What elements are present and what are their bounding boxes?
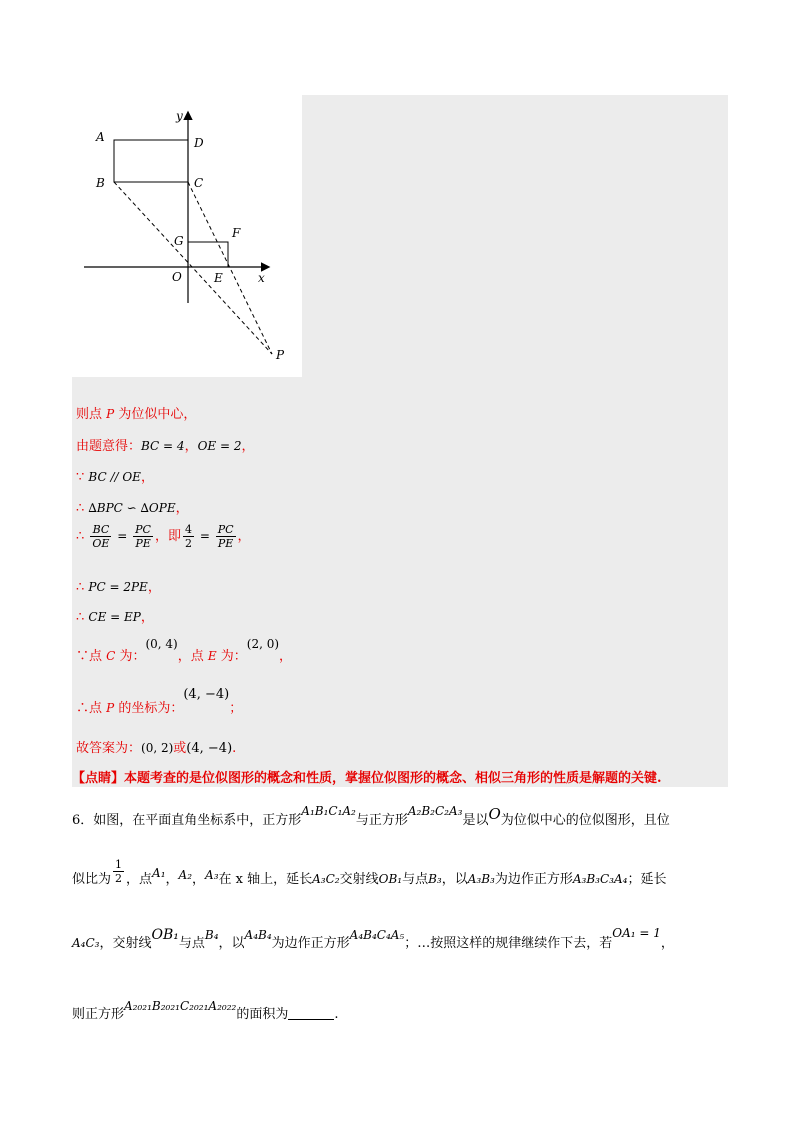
label-d: D xyxy=(194,136,204,150)
text: ∵点 xyxy=(76,649,107,664)
text: 与正方形 xyxy=(355,813,408,828)
math: A₂ xyxy=(178,868,193,882)
text: 为位似中心的位似图形，且位 xyxy=(500,813,670,828)
text: 为： xyxy=(216,649,247,664)
text: ， xyxy=(279,649,293,664)
denominator: PE xyxy=(217,537,234,550)
solution-line-3 xyxy=(76,466,154,485)
dashed-line-cp xyxy=(188,182,272,354)
question-line-2 xyxy=(72,858,667,893)
label-e: E xyxy=(214,271,223,285)
math: A₄B₄C₄A₅ xyxy=(349,928,405,942)
text: ， xyxy=(147,580,161,595)
math: A₂B₂C₂A₃ xyxy=(407,804,463,818)
therefore-symbol: ∴ xyxy=(76,610,89,625)
math: PC = 2PE xyxy=(88,580,148,594)
figure-svg xyxy=(72,95,302,377)
numerator: 4 xyxy=(185,523,192,536)
dashed-line-bp xyxy=(114,182,272,354)
fraction xyxy=(133,523,153,550)
key-point-note: 【点睛】本题考查的是位似图形的概念和性质，掌握位似图形的概念、相似三角形的性质是解题的关键. xyxy=(72,771,662,786)
label-p: P xyxy=(276,348,285,362)
label-o: O xyxy=(172,270,182,284)
math: C xyxy=(106,649,116,663)
denominator: OE xyxy=(92,537,110,550)
rectangle-gfeo xyxy=(188,242,228,267)
math: A₂₀₂₁B₂₀₂₁C₂₀₂₁A₂₀₂₂ xyxy=(124,999,237,1013)
because-symbol: ∵ xyxy=(76,470,89,485)
text: . xyxy=(232,741,237,756)
text: 交射线 xyxy=(339,872,379,887)
text: ，点 xyxy=(177,649,208,664)
text: ；延长 xyxy=(627,872,667,887)
label-f: F xyxy=(232,226,241,240)
denominator: PE xyxy=(135,537,151,550)
math: OE = 2 xyxy=(197,439,242,453)
math: BC = 4 xyxy=(141,439,185,453)
solution-line-6 xyxy=(76,576,161,595)
fraction xyxy=(113,858,124,885)
solution-line-1 xyxy=(76,403,196,422)
text: 为位似中心， xyxy=(114,407,197,422)
text: 或 xyxy=(173,741,187,756)
math: CE = EP xyxy=(88,610,141,624)
text: 的面积为 xyxy=(236,1007,289,1022)
label-c: C xyxy=(194,176,204,190)
text: 为边作正方形 xyxy=(494,872,573,887)
text: ， xyxy=(140,610,154,625)
question-line-1 xyxy=(72,804,670,828)
solution-line-9 xyxy=(76,687,243,716)
label-b: B xyxy=(96,176,105,190)
text: ，点 xyxy=(126,872,153,887)
math: OB₁ xyxy=(151,927,179,943)
math: A₄C₃ xyxy=(72,936,100,950)
math: P xyxy=(106,701,115,715)
denominator: 2 xyxy=(185,537,192,550)
label-g: G xyxy=(174,234,184,248)
math: OB₁ xyxy=(378,872,403,886)
question-line-3 xyxy=(72,926,674,951)
math: = xyxy=(196,529,214,543)
text: 与点 xyxy=(178,936,205,951)
numerator: 1 xyxy=(115,858,123,871)
text: 与点 xyxy=(402,872,429,887)
fraction xyxy=(216,523,236,550)
solution-line-2 xyxy=(76,435,255,454)
numerator: BC xyxy=(90,523,111,537)
math: (0, 2) xyxy=(141,741,174,755)
math: ∆BPC ∽ ∆OPE xyxy=(88,501,176,515)
text: ，以 xyxy=(441,872,468,887)
solution-line-10 xyxy=(76,737,236,756)
rectangle-abcd xyxy=(114,140,188,182)
math: A₄B₄ xyxy=(244,928,272,942)
math: O xyxy=(488,805,501,823)
text: 则点 xyxy=(76,407,107,422)
text: 故答案为： xyxy=(76,741,142,756)
solution-line-4 xyxy=(76,497,189,516)
denominator: 2 xyxy=(115,872,123,885)
text: 在 x 轴上，延长 xyxy=(218,872,313,887)
text: 的坐标为： xyxy=(114,701,184,716)
text: ， xyxy=(184,439,198,454)
therefore-symbol: ∴ xyxy=(76,529,89,544)
label-a: A xyxy=(96,130,105,144)
math: (0, 4) xyxy=(145,637,178,651)
solution-line-5 xyxy=(76,523,251,550)
text: ，以 xyxy=(218,936,245,951)
math: E xyxy=(207,649,217,663)
text: ；…按照这样的规律继续作下去，若 xyxy=(404,936,613,951)
math: (4, −4) xyxy=(186,741,233,756)
math: B₄ xyxy=(204,928,219,942)
math: A₁ xyxy=(152,866,166,880)
text: 为： xyxy=(115,649,146,664)
text: ， xyxy=(165,872,179,887)
math: A₃B₃C₃A₄ xyxy=(572,872,628,886)
math: A₃B₃ xyxy=(467,872,495,886)
label-y: y xyxy=(176,109,183,123)
fraction xyxy=(90,523,111,550)
therefore-symbol: ∴ xyxy=(76,501,89,516)
numerator: PC xyxy=(217,523,234,536)
fraction xyxy=(183,523,194,550)
numerator: PC xyxy=(135,523,151,536)
text: ∴点 xyxy=(76,701,107,716)
text: ； xyxy=(229,701,243,716)
text: ， xyxy=(660,936,674,951)
math: A₁B₁C₁A₂ xyxy=(301,804,356,818)
text: 由题意得： xyxy=(76,439,142,454)
math: (4, −4) xyxy=(183,687,230,702)
text: 6．如图，在平面直角坐标系中，正方形 xyxy=(72,813,302,828)
math: OA₁ = 1 xyxy=(612,926,661,940)
text: ，即 xyxy=(154,529,181,544)
text: ，交射线 xyxy=(99,936,152,951)
text: ， xyxy=(241,439,255,454)
answer-blank[interactable] xyxy=(288,1007,334,1020)
text: ， xyxy=(192,872,206,887)
math: A₃C₂ xyxy=(312,872,340,886)
solution-line-7 xyxy=(76,606,154,625)
question-line-4 xyxy=(72,999,339,1022)
label-x: x xyxy=(258,271,265,285)
text: ， xyxy=(140,470,154,485)
text: . xyxy=(334,1007,339,1022)
math: (2, 0) xyxy=(246,637,280,651)
text: 是以 xyxy=(462,813,489,828)
math: = xyxy=(113,529,132,543)
text: ， xyxy=(175,501,189,516)
therefore-symbol: ∴ xyxy=(76,580,89,595)
text: 似比为 xyxy=(72,872,112,887)
text: ， xyxy=(237,529,251,544)
math: B₃ xyxy=(428,872,442,886)
math: BC // OE xyxy=(88,470,141,484)
solution-line-8 xyxy=(76,637,293,664)
text: 则正方形 xyxy=(72,1007,125,1022)
text: 为边作正方形 xyxy=(271,936,350,951)
math: A₃ xyxy=(205,868,219,882)
coordinate-figure xyxy=(72,95,302,377)
math: P xyxy=(106,407,115,421)
